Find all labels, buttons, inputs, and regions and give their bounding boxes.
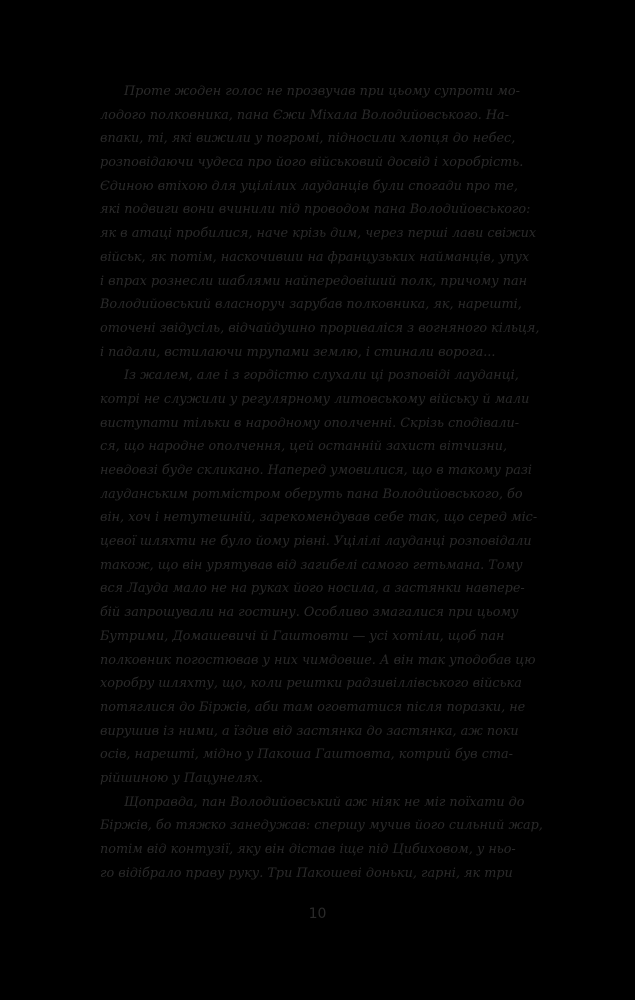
text-line: вся Лауда мало не на руках його носила, а застянки навпере- — [100, 581, 525, 597]
text-line: рійшиною у Пацунелях. — [100, 770, 263, 786]
text-line: Єдиною втіхою для уцілілих лауданців були спогади про те, — [100, 178, 518, 194]
page-number: 10 — [308, 906, 327, 922]
text-line: впаки, ті, які вижили у погромі, підносили хлопця до небес, — [100, 131, 516, 147]
text-line: лодого полковника, пана Єжи Міхала Володийовського. На- — [100, 107, 510, 123]
text-line: полковник погостював у них чимдовше. А він так уподобав цю — [100, 652, 536, 668]
text-line: Проте жоден голос не прозвучав при цьому супроти мо- — [124, 84, 520, 99]
text-line: хоробру шляхту, що, коли рештки радзивіллівського війська — [100, 676, 522, 692]
text-line: Щоправда, пан Володийовський аж ніяк не міг поїхати до — [124, 794, 525, 810]
text-line: потяглися до Біржів, аби там оговтатися після поразки, не — [100, 699, 526, 715]
text-line: він, хоч і нетутешній, зарекомендував себе так, що серед міс- — [100, 510, 538, 526]
text-line: виступати тільки в народному ополченні. Скрізь сподівали- — [100, 415, 520, 431]
text-line: невдовзі буде скликано. Наперед умовилися, що в такому разі — [100, 463, 532, 478]
text-line: Біржів, бо тяжко занедужав: спершу мучив його сильний жар, — [100, 818, 543, 834]
text-line: осів, нарешті, мідно у Пакоша Гаштовта, котрий був ста- — [100, 747, 513, 763]
text-line: го відібрало праву руку. Три Пакошеві доньки, гарні, як три — [100, 865, 513, 881]
text-line: як в атаці пробилися, наче крізь дим, через перші лави свіжих — [100, 226, 537, 242]
text-line: бій запрошували на гостину. Особливо змагалися при цьому — [100, 605, 519, 621]
text-line: потім від контузії, яку він дістав іще під Цибиховом, у ньо- — [100, 842, 516, 857]
text-line: оточені звідусіль, відчайдушно прориваліся з вогняного кільця, — [100, 320, 540, 336]
text-line: Володийовський власноруч зарубав полковника, як, нарешті, — [100, 297, 522, 313]
body-text — [100, 80, 578, 885]
text-line: ся, що народне ополчення, цей останній захист вітчизни, — [100, 439, 508, 455]
text-line: також, що він урятував від загибелі самого гетьмана. Тому — [100, 557, 523, 573]
text-line: Із жалем, але і з гордістю слухали ці розповіді лауданці, — [124, 368, 519, 384]
text-line: котрі не служили у регулярному литовському війську й мали — [100, 391, 530, 407]
text-line: які подвиги вони вчинили під проводом пана Володийовського: — [100, 202, 531, 218]
text-line: і падали, встилаючи трупами землю, і стинали ворога... — [100, 344, 496, 360]
text-line: військ, як потім, наскочивши на французьких найманців, упух — [100, 249, 530, 265]
text-line: Бутрими, Домашевичі й Гаштовти — усі хотіли, щоб пан — [100, 628, 505, 644]
text-line: вирушив із ними, а їздив від застянка до застянка, аж поки — [100, 723, 519, 739]
text-line: лауданським ротмістром оберуть пана Володийовського, бо — [100, 486, 523, 502]
text-line: цевої шляхти не було йому рівні. Уцілілі лауданці розповідали — [100, 534, 532, 550]
text-line: і впрах рознесли шаблями найпередовіший полк, причому пан — [100, 273, 528, 289]
text-line: розповідаючи чудеса про його військовий досвід і хоробрість. — [100, 155, 524, 171]
